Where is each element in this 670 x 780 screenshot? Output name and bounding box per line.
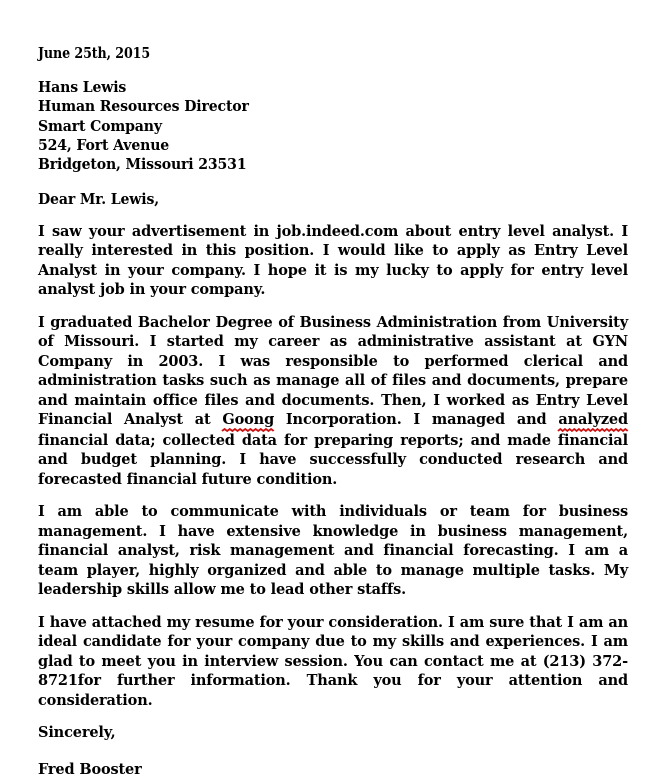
recipient-company: Smart Company	[38, 117, 162, 135]
letter-body	[38, 44, 628, 780]
misspelled-word-goong	[222, 410, 274, 431]
signature-name: Fred Booster	[38, 760, 142, 778]
closing-line: Sincerely,	[38, 724, 116, 742]
misspelled-word-goong-text: Goong	[222, 411, 275, 429]
recipient-address-block	[38, 78, 628, 174]
paragraph-2-text-c: financial data; collected data for preparing reports; and made financial and budget planning. I have successfully conducted research and forecasted financial future condition.	[38, 431, 628, 488]
recipient-city-state-zip: Bridgeton, Missouri 23531	[38, 156, 247, 174]
paragraph-3: I am able to communicate with individuals or team for business management. I have extensive knowledge in business management, financial analyst, risk management and financial forecasting. I am a team player, highly organized and able to manage multiple tasks. My leadership skills allow me to lead other staffs.	[38, 503, 628, 599]
recipient-street: 524, Fort Avenue	[38, 136, 170, 154]
paragraph-1: I saw your advertisement in job.indeed.com about entry level analyst. I really interested in this position. I would like to apply as Entry Level Analyst in your company. I hope it is my lucky to apply for entry level analyst job in your company.	[38, 222, 628, 299]
paragraph-4: I have attached my resume for your consideration. I am sure that I am an ideal candidate for your company due to my skills and experiences. I am glad to meet you in interview session. You can contact me at (213) 372-8721for further information. Thank you for your attention and consideration.	[38, 613, 628, 709]
misspelled-word-analyzed	[558, 410, 628, 431]
paragraph-2-text-b: Incorporation. I managed and	[274, 411, 559, 429]
misspelled-word-analyzed-text: analyzed	[558, 411, 628, 429]
spellcheck-squiggle-icon	[222, 428, 274, 432]
letter-date: June 25th, 2015	[38, 45, 151, 62]
paragraph-2-text-a: I graduated Bachelor Degree of Business Administration from University of Missouri. I started my career as administrative assistant at GYN Company in 2003. I was responsible to performed clerical and administration tasks such as manage all of files and documents, prepare and maintain office files and documents. Then, I worked as Entry Level Financial Analyst at	[38, 313, 628, 429]
paragraph-2	[38, 313, 628, 490]
salutation: Dear Mr. Lewis,	[38, 190, 159, 208]
spellcheck-squiggle-icon	[558, 428, 628, 432]
recipient-name: Hans Lewis	[38, 79, 127, 97]
recipient-title: Human Resources Director	[38, 98, 249, 116]
